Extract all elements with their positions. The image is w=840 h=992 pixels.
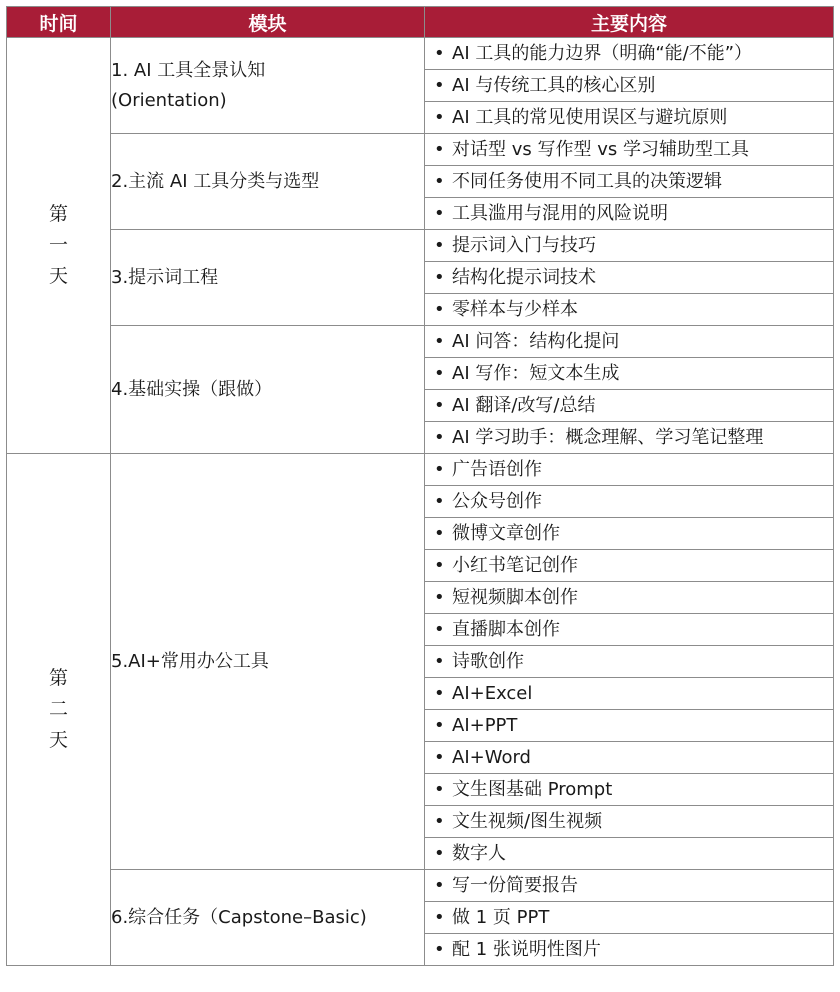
module-title [111,134,425,230]
schedule-body [7,38,834,966]
module-title-line: 1. AI 工具全景认知 [111,59,266,81]
content-item [425,646,833,678]
bullet-icon: • [434,491,445,512]
module-title-line: 4.基础实操（跟做） [111,378,273,400]
module-title-line: 2.主流 AI 工具分类与选型 [111,170,320,192]
header-content: 主要内容 [425,7,834,38]
content-item-text: AI+Word [452,747,531,768]
content-item [425,198,833,229]
bullet-icon: • [434,235,445,256]
content-item [425,550,833,582]
content-item-text: AI 学习助手：概念理解、学习笔记整理 [452,427,764,448]
content-item [425,582,833,614]
module-row [7,230,834,326]
content-item-text: 短视频脚本创作 [452,587,578,608]
day-label-char: 天 [48,265,68,287]
content-item-text: AI 写作：短文本生成 [452,363,620,384]
bullet-icon: • [434,811,445,832]
content-item-text: AI 与传统工具的核心区别 [452,75,656,96]
module-title [111,326,425,454]
module-title [111,38,425,134]
content-item-text: 提示词入门与技巧 [452,235,596,256]
content-item [425,422,833,453]
content-item [425,934,833,965]
content-item-text: 工具滥用与混用的风险说明 [452,203,668,224]
content-item-text: AI+PPT [452,715,518,736]
header-row [7,7,834,38]
content-item-text: 不同任务使用不同工具的决策逻辑 [452,171,722,192]
module-title-line: 3.提示词工程 [111,266,219,288]
module-row [7,38,834,134]
content-item-text: 诗歌创作 [452,651,524,672]
content-item-text: 结构化提示词技术 [452,267,596,288]
content-list [425,454,834,870]
module-row [7,870,834,966]
bullet-icon: • [434,843,445,864]
day-label-char: 二 [48,698,68,720]
bullet-icon: • [434,171,445,192]
bullet-icon: • [434,299,445,320]
content-item-text: 直播脚本创作 [452,619,560,640]
content-item [425,358,833,390]
content-item [425,38,833,70]
content-item-text: 写一份简要报告 [452,875,578,896]
day-label [7,38,111,454]
module-title-line: 6.综合任务（Capstone–Basic) [111,906,367,928]
bullet-icon: • [434,939,445,960]
content-item [425,166,833,198]
content-item-text: 广告语创作 [452,459,542,480]
content-item [425,230,833,262]
bullet-icon: • [434,363,445,384]
content-item-text: 微博文章创作 [452,523,560,544]
content-item [425,294,833,325]
day-label-char: 第 [48,667,68,689]
day-label [7,454,111,966]
content-list [425,870,834,966]
content-item [425,614,833,646]
bullet-icon: • [434,523,445,544]
content-list [425,38,834,134]
content-list [425,134,834,230]
content-item-text: 对话型 vs 写作型 vs 学习辅助型工具 [452,139,749,160]
content-item [425,870,833,902]
content-item-text: AI 工具的能力边界（明确“能/不能”） [452,43,753,64]
bullet-icon: • [434,267,445,288]
content-item-text: 配 1 张说明性图片 [452,939,601,960]
module-title [111,454,425,870]
bullet-icon: • [434,715,445,736]
module-title [111,230,425,326]
content-item [425,742,833,774]
content-item-text: AI 问答：结构化提问 [452,331,620,352]
content-item [425,70,833,102]
course-schedule-table [6,6,834,966]
bullet-icon: • [434,459,445,480]
bullet-icon: • [434,907,445,928]
content-item [425,326,833,358]
content-item [425,262,833,294]
header-time: 时间 [7,7,111,38]
day-label-char: 第 [48,203,68,225]
content-item [425,454,833,486]
content-item [425,518,833,550]
content-item [425,902,833,934]
content-item-text: 公众号创作 [452,491,542,512]
content-item-text: 零样本与少样本 [452,299,578,320]
content-item-text: AI 工具的常见使用误区与避坑原则 [452,107,728,128]
content-item-text: 小红书笔记创作 [452,555,578,576]
bullet-icon: • [434,395,445,416]
bullet-icon: • [434,75,445,96]
content-item [425,134,833,166]
bullet-icon: • [434,619,445,640]
module-row [7,454,834,870]
module-title [111,870,425,966]
day-label-char: 天 [48,729,68,751]
content-item-text: 文生视频/图生视频 [452,811,603,832]
content-item-text: 文生图基础 Prompt [452,779,613,800]
module-title-line: 5.AI+常用办公工具 [111,650,269,672]
content-item [425,390,833,422]
bullet-icon: • [434,139,445,160]
module-title-line: (Orientation) [111,89,227,111]
day-label-char: 一 [48,234,68,256]
bullet-icon: • [434,747,445,768]
module-row [7,326,834,454]
content-item [425,710,833,742]
content-item [425,678,833,710]
content-item [425,838,833,869]
bullet-icon: • [434,331,445,352]
content-item [425,774,833,806]
content-item [425,806,833,838]
bullet-icon: • [434,683,445,704]
bullet-icon: • [434,107,445,128]
content-list [425,326,834,454]
content-item-text: 数字人 [452,843,506,864]
content-item-text: AI 翻译/改写/总结 [452,395,596,416]
content-list [425,230,834,326]
bullet-icon: • [434,203,445,224]
bullet-icon: • [434,427,445,448]
module-row [7,134,834,230]
content-item-text: AI+Excel [452,683,533,704]
content-item-text: 做 1 页 PPT [452,907,550,928]
bullet-icon: • [434,651,445,672]
content-item [425,102,833,133]
bullet-icon: • [434,587,445,608]
content-item [425,486,833,518]
bullet-icon: • [434,779,445,800]
bullet-icon: • [434,875,445,896]
bullet-icon: • [434,555,445,576]
header-module: 模块 [111,7,425,38]
bullet-icon: • [434,43,445,64]
